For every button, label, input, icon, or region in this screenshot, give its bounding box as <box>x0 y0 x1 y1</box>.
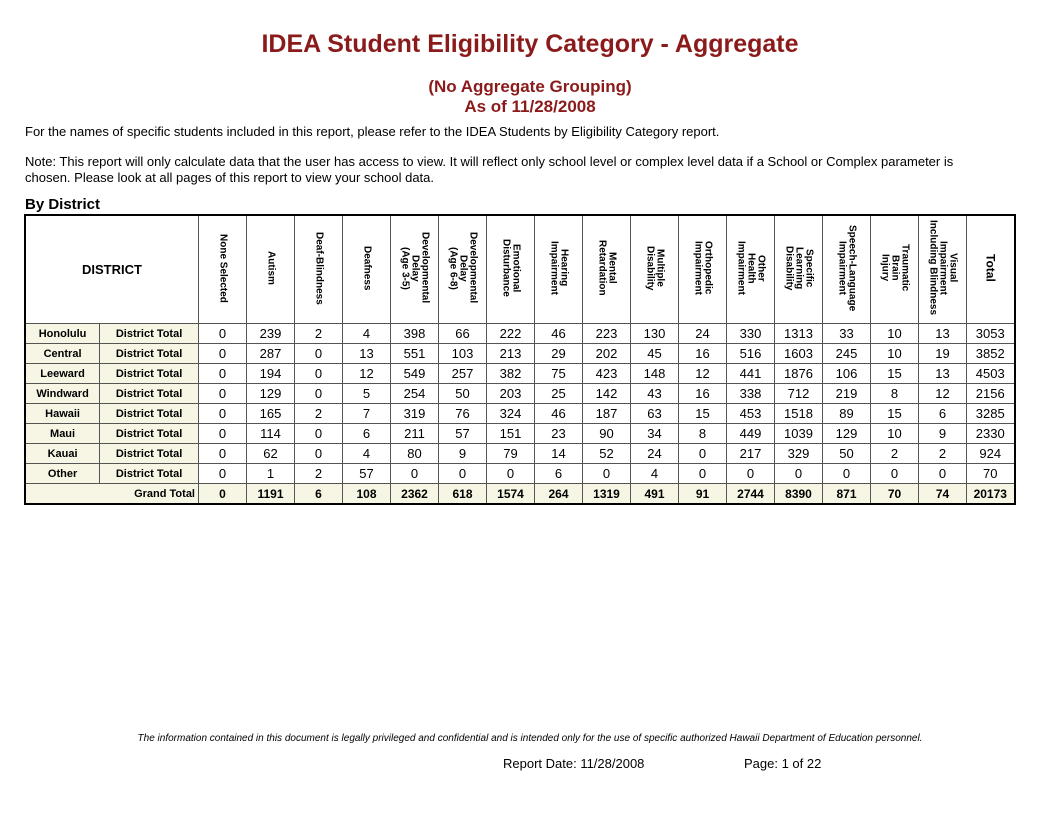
table-cell: 1039 <box>775 424 823 444</box>
table-cell: 24 <box>679 324 727 344</box>
table-cell: 0 <box>439 464 487 484</box>
table-row <box>25 404 1015 424</box>
grand-total-cell: 8390 <box>775 484 823 505</box>
report-date: Report Date: 11/28/2008 <box>503 756 645 771</box>
grand-total-label: Grand Total <box>25 484 199 505</box>
table-header-row <box>25 215 1015 324</box>
table-cell: 3852 <box>967 344 1015 364</box>
table-cell: 7 <box>343 404 391 424</box>
table-cell: 0 <box>199 324 247 344</box>
column-header <box>439 215 487 324</box>
district-name: Kauai <box>25 444 100 464</box>
table-cell: 223 <box>583 324 631 344</box>
table-cell: 0 <box>919 464 967 484</box>
note-line-2: chosen. Please look at all pages of this report to view your school data. <box>25 170 435 185</box>
table-cell: 423 <box>583 364 631 384</box>
table-cell: 46 <box>535 324 583 344</box>
grand-total-cell: 1319 <box>583 484 631 505</box>
table-cell: 106 <box>823 364 871 384</box>
district-total-label: District Total <box>100 344 199 364</box>
table-cell: 10 <box>871 324 919 344</box>
column-header-label: Emotional Disturbance <box>500 239 522 297</box>
table-cell: 924 <box>967 444 1015 464</box>
column-header-label: Other Health Impairment <box>735 241 767 295</box>
table-cell: 382 <box>487 364 535 384</box>
table-cell: 13 <box>343 344 391 364</box>
district-name: Hawaii <box>25 404 100 424</box>
confidentiality-note: The information contained in this document is legally privileged and confidential and is intended only for the use of specific authorized Hawaii Department of Education personnel. <box>137 733 923 744</box>
column-header-label: Developmental Delay (Age 6-8) <box>447 232 479 304</box>
table-cell: 148 <box>631 364 679 384</box>
table-cell: 165 <box>247 404 295 424</box>
table-cell: 2 <box>295 464 343 484</box>
table-cell: 202 <box>583 344 631 364</box>
table-cell: 13 <box>919 364 967 384</box>
column-header <box>199 215 247 324</box>
grand-total-cell: 6 <box>295 484 343 505</box>
table-cell: 2 <box>871 444 919 464</box>
table-row <box>25 324 1015 344</box>
grand-total-cell: 20173 <box>967 484 1015 505</box>
table-cell: 89 <box>823 404 871 424</box>
column-header-label: Visual Impairment Including Blindness <box>927 220 959 316</box>
column-header-label: Speech-Language Impairment <box>836 224 858 312</box>
table-cell: 16 <box>679 384 727 404</box>
table-cell: 330 <box>727 324 775 344</box>
table-cell: 79 <box>487 444 535 464</box>
grand-total-cell: 74 <box>919 484 967 505</box>
table-row <box>25 364 1015 384</box>
column-header-label: Deaf-Blindness <box>313 231 325 305</box>
table-cell: 1313 <box>775 324 823 344</box>
table-cell: 217 <box>727 444 775 464</box>
section-heading: By District <box>25 196 101 213</box>
table-cell: 25 <box>535 384 583 404</box>
column-header-label: Specific Learning Disability <box>783 245 815 291</box>
table-row <box>25 464 1015 484</box>
column-header-label: Total <box>983 254 998 282</box>
table-cell: 50 <box>439 384 487 404</box>
table-cell: 3285 <box>967 404 1015 424</box>
column-header-label: Deafness <box>361 245 373 291</box>
table-cell: 4503 <box>967 364 1015 384</box>
table-cell: 10 <box>871 424 919 444</box>
district-total-label: District Total <box>100 464 199 484</box>
table-cell: 0 <box>391 464 439 484</box>
table-row <box>25 384 1015 404</box>
table-cell: 0 <box>199 464 247 484</box>
district-name: Central <box>25 344 100 364</box>
table-cell: 287 <box>247 344 295 364</box>
table-cell: 15 <box>679 404 727 424</box>
table-cell: 10 <box>871 344 919 364</box>
column-header <box>919 215 967 324</box>
table-cell: 441 <box>727 364 775 384</box>
table-cell: 203 <box>487 384 535 404</box>
table-cell: 45 <box>631 344 679 364</box>
table-cell: 130 <box>631 324 679 344</box>
table-cell: 2 <box>919 444 967 464</box>
table-cell: 0 <box>775 464 823 484</box>
grand-total-cell: 618 <box>439 484 487 505</box>
grand-total-cell: 108 <box>343 484 391 505</box>
district-name: Maui <box>25 424 100 444</box>
table-cell: 33 <box>823 324 871 344</box>
table-cell: 5 <box>343 384 391 404</box>
table-cell: 187 <box>583 404 631 424</box>
table-cell: 2156 <box>967 384 1015 404</box>
table-cell: 12 <box>919 384 967 404</box>
table-cell: 19 <box>919 344 967 364</box>
column-header <box>487 215 535 324</box>
district-total-label: District Total <box>100 384 199 404</box>
grand-total-row <box>25 484 1015 505</box>
table-cell: 0 <box>583 464 631 484</box>
table-cell: 1603 <box>775 344 823 364</box>
table-cell: 23 <box>535 424 583 444</box>
table-cell: 4 <box>343 444 391 464</box>
table-cell: 1 <box>247 464 295 484</box>
table-cell: 0 <box>679 464 727 484</box>
table-row <box>25 444 1015 464</box>
table-cell: 254 <box>391 384 439 404</box>
table-cell: 50 <box>823 444 871 464</box>
grand-total-cell: 1191 <box>247 484 295 505</box>
column-header <box>871 215 919 324</box>
district-total-label: District Total <box>100 364 199 384</box>
table-cell: 9 <box>439 444 487 464</box>
grand-total-cell: 2744 <box>727 484 775 505</box>
table-cell: 6 <box>919 404 967 424</box>
table-cell: 4 <box>631 464 679 484</box>
table-cell: 2 <box>295 324 343 344</box>
district-total-label: District Total <box>100 424 199 444</box>
column-header <box>727 215 775 324</box>
table-cell: 142 <box>583 384 631 404</box>
district-total-label: District Total <box>100 324 199 344</box>
table-cell: 516 <box>727 344 775 364</box>
table-cell: 0 <box>487 464 535 484</box>
table-cell: 12 <box>679 364 727 384</box>
table-cell: 0 <box>199 344 247 364</box>
column-header-label: Autism <box>265 251 277 285</box>
column-header <box>967 215 1015 324</box>
table-cell: 245 <box>823 344 871 364</box>
table-cell: 0 <box>295 444 343 464</box>
table-cell: 329 <box>775 444 823 464</box>
grand-total-cell: 491 <box>631 484 679 505</box>
table-cell: 151 <box>487 424 535 444</box>
table-cell: 57 <box>439 424 487 444</box>
table-cell: 213 <box>487 344 535 364</box>
table-cell: 2330 <box>967 424 1015 444</box>
table-cell: 0 <box>199 404 247 424</box>
column-header-label: Orthopedic Impairment <box>692 241 714 295</box>
table-cell: 319 <box>391 404 439 424</box>
district-name: Other <box>25 464 100 484</box>
table-cell: 1518 <box>775 404 823 424</box>
grand-total-cell: 91 <box>679 484 727 505</box>
table-cell: 46 <box>535 404 583 424</box>
table-cell: 63 <box>631 404 679 424</box>
column-header <box>343 215 391 324</box>
table-cell: 52 <box>583 444 631 464</box>
table-cell: 257 <box>439 364 487 384</box>
grand-total-cell: 871 <box>823 484 871 505</box>
table-cell: 211 <box>391 424 439 444</box>
column-header-label: Traumatic Brain Injury <box>879 244 911 292</box>
table-cell: 712 <box>775 384 823 404</box>
table-cell: 551 <box>391 344 439 364</box>
table-cell: 0 <box>679 444 727 464</box>
table-cell: 29 <box>535 344 583 364</box>
column-header <box>823 215 871 324</box>
column-header-label: None Selected <box>217 233 229 303</box>
grand-total-cell: 2362 <box>391 484 439 505</box>
table-cell: 549 <box>391 364 439 384</box>
district-name: Windward <box>25 384 100 404</box>
table-cell: 0 <box>295 384 343 404</box>
table-cell: 0 <box>199 364 247 384</box>
table-cell: 0 <box>199 424 247 444</box>
table-cell: 453 <box>727 404 775 424</box>
district-total-label: District Total <box>100 404 199 424</box>
table-cell: 338 <box>727 384 775 404</box>
column-header-label: Mental Retardation <box>596 240 618 296</box>
table-cell: 0 <box>199 384 247 404</box>
table-cell: 103 <box>439 344 487 364</box>
table-cell: 90 <box>583 424 631 444</box>
table-cell: 0 <box>295 344 343 364</box>
table-cell: 0 <box>295 424 343 444</box>
table-cell: 8 <box>679 424 727 444</box>
table-cell: 0 <box>295 364 343 384</box>
table-cell: 222 <box>487 324 535 344</box>
table-cell: 15 <box>871 404 919 424</box>
table-cell: 16 <box>679 344 727 364</box>
table-row <box>25 424 1015 444</box>
table-cell: 114 <box>247 424 295 444</box>
table-cell: 0 <box>727 464 775 484</box>
column-header-label: Developmental Delay (Age 3-5) <box>399 232 431 304</box>
column-header <box>775 215 823 324</box>
column-header <box>535 215 583 324</box>
table-cell: 12 <box>343 364 391 384</box>
table-cell: 0 <box>823 464 871 484</box>
district-name: Leeward <box>25 364 100 384</box>
district-name: Honolulu <box>25 324 100 344</box>
table-cell: 57 <box>343 464 391 484</box>
district-table <box>24 214 1016 505</box>
column-header <box>247 215 295 324</box>
table-cell: 219 <box>823 384 871 404</box>
column-header-label: Multiple Disability <box>644 245 666 291</box>
table-cell: 75 <box>535 364 583 384</box>
table-cell: 76 <box>439 404 487 424</box>
table-cell: 24 <box>631 444 679 464</box>
table-cell: 0 <box>871 464 919 484</box>
report-subtitle-date: As of 11/28/2008 <box>464 97 596 116</box>
table-row <box>25 344 1015 364</box>
table-cell: 239 <box>247 324 295 344</box>
column-header-label: Hearing Impairment <box>548 241 570 295</box>
report-subtitle-grouping: (No Aggregate Grouping) <box>428 77 632 96</box>
grand-total-cell: 0 <box>199 484 247 505</box>
table-cell: 129 <box>823 424 871 444</box>
grand-total-cell: 264 <box>535 484 583 505</box>
table-cell: 43 <box>631 384 679 404</box>
table-cell: 4 <box>343 324 391 344</box>
district-total-label: District Total <box>100 444 199 464</box>
column-header <box>583 215 631 324</box>
table-cell: 14 <box>535 444 583 464</box>
table-cell: 9 <box>919 424 967 444</box>
grand-total-cell: 1574 <box>487 484 535 505</box>
table-cell: 194 <box>247 364 295 384</box>
column-header <box>679 215 727 324</box>
table-cell: 15 <box>871 364 919 384</box>
table-cell: 13 <box>919 324 967 344</box>
table-cell: 3053 <box>967 324 1015 344</box>
table-cell: 398 <box>391 324 439 344</box>
table-cell: 70 <box>967 464 1015 484</box>
table-cell: 0 <box>199 444 247 464</box>
intro-text: For the names of specific students included in this report, please refer to the IDEA Students by Eligibility Category report. <box>25 124 720 139</box>
table-cell: 2 <box>295 404 343 424</box>
table-cell: 80 <box>391 444 439 464</box>
column-header <box>631 215 679 324</box>
table-cell: 449 <box>727 424 775 444</box>
table-cell: 62 <box>247 444 295 464</box>
report-title: IDEA Student Eligibility Category - Aggregate <box>261 30 799 58</box>
district-column-header: DISTRICT <box>25 215 199 324</box>
note-line-1: Note: This report will only calculate data that the user has access to view. It will reflect only school level or complex level data if a School or Complex parameter is <box>25 154 954 169</box>
column-header <box>295 215 343 324</box>
table-cell: 324 <box>487 404 535 424</box>
table-cell: 129 <box>247 384 295 404</box>
table-cell: 8 <box>871 384 919 404</box>
column-header <box>391 215 439 324</box>
table-cell: 1876 <box>775 364 823 384</box>
table-cell: 6 <box>343 424 391 444</box>
grand-total-cell: 70 <box>871 484 919 505</box>
table-cell: 34 <box>631 424 679 444</box>
page-number: Page: 1 of 22 <box>744 756 822 771</box>
table-cell: 66 <box>439 324 487 344</box>
table-cell: 6 <box>535 464 583 484</box>
